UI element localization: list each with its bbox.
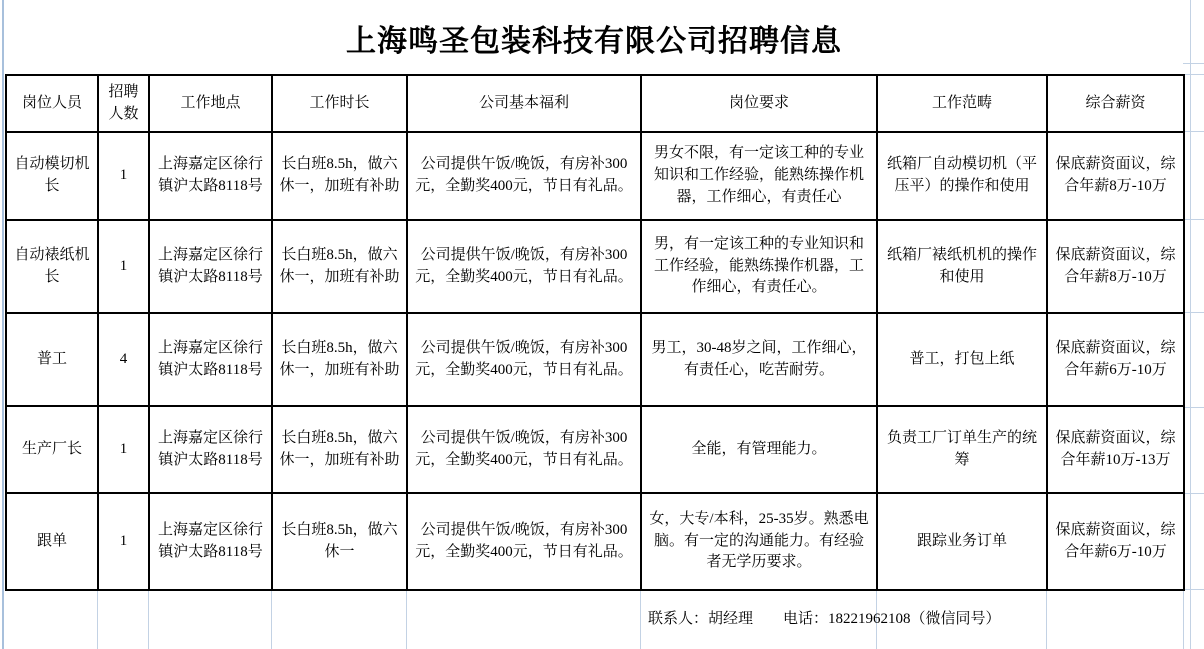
col-header-requirements: 岗位要求 [641,75,877,132]
cell-hours: 长白班8.5h，做六休一，加班有补助 [272,220,407,313]
cell-benefits: 公司提供午饭/晚饭，有房补300元，全勤奖400元，节日有礼品。 [407,132,641,220]
cell-requirements: 女，大专/本科，25-35岁。熟悉电脑。有一定的沟通能力。有经验者无学历要求。 [641,493,877,590]
cell-scope: 纸箱厂自动模切机（平压平）的操作和使用 [877,132,1047,220]
cell-benefits: 公司提供午饭/晚饭，有房补300元，全勤奖400元，节日有礼品。 [407,313,641,406]
cell-requirements: 男工，30-48岁之间，工作细心，有责任心，吃苦耐劳。 [641,313,877,406]
gridline-bottom-column [1183,590,1184,649]
cell-hours: 长白班8.5h，做六休一，加班有补助 [272,313,407,406]
cell-requirements: 男，有一定该工种的专业知识和工作经验，能熟练操作机器，工作细心，有责任心。 [641,220,877,313]
gridline-right-row-boundary [1183,312,1204,313]
col-header-location: 工作地点 [149,75,272,132]
cell-requirements: 男女不限，有一定该工种的专业知识和工作经验，能熟练操作机器，工作细心，有责任心 [641,132,877,220]
gridline-bottom-column [1046,590,1047,649]
table-row [6,132,1184,220]
col-header-count: 招聘人数 [98,75,149,132]
cell-hours: 长白班8.5h，做六休一，加班有补助 [272,406,407,493]
cell-location: 上海嘉定区徐行镇沪太路8118号 [149,313,272,406]
gridline-right-row-boundary [1183,589,1204,590]
table-row [6,313,1184,406]
cell-location: 上海嘉定区徐行镇沪太路8118号 [149,220,272,313]
cell-hours: 长白班8.5h，做六休一 [272,493,407,590]
cell-position: 自动裱纸机长 [6,220,98,313]
gridline-right-row-boundary [1183,131,1204,132]
cell-position: 生产厂长 [6,406,98,493]
cell-count: 1 [98,493,149,590]
col-header-benefits: 公司基本福利 [407,75,641,132]
cell-benefits: 公司提供午饭/晚饭，有房补300元，全勤奖400元，节日有礼品。 [407,493,641,590]
cell-location: 上海嘉定区徐行镇沪太路8118号 [149,406,272,493]
cell-salary: 保底薪资面议，综合年薪6万-10万 [1047,493,1184,590]
gridline-right-row-boundary [1183,493,1204,494]
col-header-salary: 综合薪资 [1047,75,1184,132]
cell-location: 上海嘉定区徐行镇沪太路8118号 [149,493,272,590]
table-row [6,220,1184,313]
cell-position: 跟单 [6,493,98,590]
col-header-scope: 工作范畴 [877,75,1047,132]
cell-requirements: 全能，有管理能力。 [641,406,877,493]
gridline-bottom-column [271,590,272,649]
cell-scope: 纸箱厂裱纸机机的操作和使用 [877,220,1047,313]
gridline-right-row-boundary [1183,63,1204,64]
cell-scope: 普工，打包上纸 [877,313,1047,406]
cell-scope: 跟踪业务订单 [877,493,1047,590]
cell-count: 1 [98,220,149,313]
cell-salary: 保底薪资面议，综合年薪8万-10万 [1047,220,1184,313]
cell-salary: 保底薪资面议，综合年薪6万-10万 [1047,313,1184,406]
col-header-hours: 工作时长 [272,75,407,132]
sheet-title: 上海鸣圣包装科技有限公司招聘信息 [346,25,842,58]
gridline-bottom-column [97,590,98,649]
recruitment-table [5,74,1185,591]
table-row [6,406,1184,493]
cell-benefits: 公司提供午饭/晚饭，有房补300元，全勤奖400元，节日有礼品。 [407,220,641,313]
cell-count: 4 [98,313,149,406]
cell-position: 自动模切机长 [6,132,98,220]
gridline-right-row-boundary [1183,407,1204,408]
cell-salary: 保底薪资面议，综合年薪8万-10万 [1047,132,1184,220]
gridline-bottom-column [640,590,641,649]
cell-count: 1 [98,406,149,493]
cell-location: 上海嘉定区徐行镇沪太路8118号 [149,132,272,220]
cell-scope: 负责工厂订单生产的统筹 [877,406,1047,493]
header-row [6,75,1184,132]
cell-benefits: 公司提供午饭/晚饭，有房补300元，全勤奖400元，节日有礼品。 [407,406,641,493]
contact-info: 联系人：胡经理 电话：18221962108（微信同号） [648,611,1001,627]
gridline-left-edge [2,0,4,649]
cell-count: 1 [98,132,149,220]
gridline-bottom-column [406,590,407,649]
cell-salary: 保底薪资面议，综合年薪10万-13万 [1047,406,1184,493]
col-header-position: 岗位人员 [6,75,98,132]
gridline-right-row-boundary [1183,219,1204,220]
table-row [6,493,1184,590]
gridline-right-row-boundary [1183,74,1204,75]
cell-hours: 长白班8.5h，做六休一，加班有补助 [272,132,407,220]
gridline-bottom-column [148,590,149,649]
cell-position: 普工 [6,313,98,406]
gridline-right-margin [1190,0,1191,649]
